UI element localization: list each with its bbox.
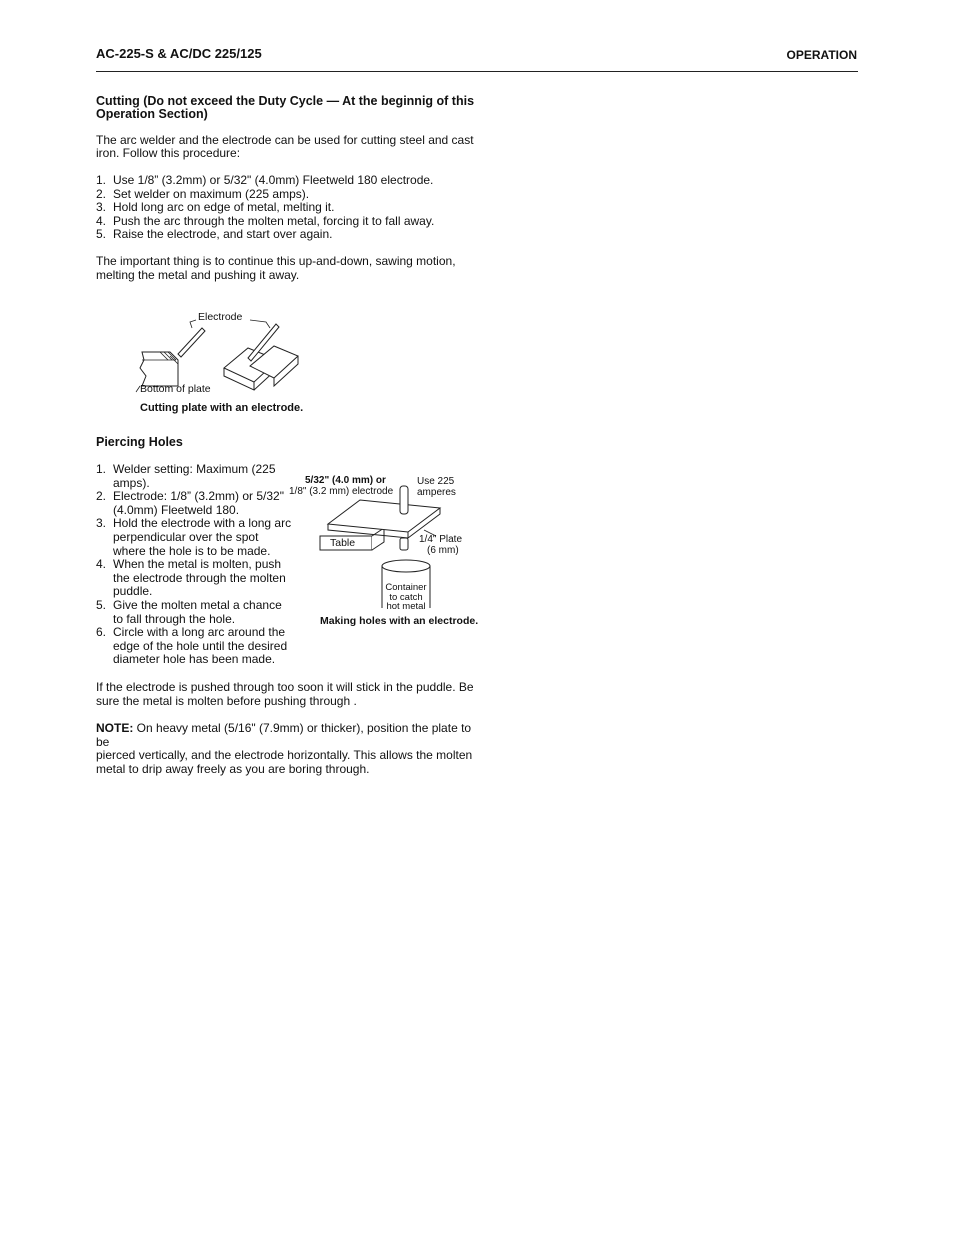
header-divider: [96, 71, 858, 72]
list-item: 2. Set welder on maximum (225 amps).: [96, 186, 310, 201]
cutting-intro: The arc welder and the electrode can be used for cutting steel and cast iron. Follow this procedure:: [96, 132, 474, 161]
piercing-heading: Piercing Holes: [96, 435, 183, 449]
list-item: 1. Welder setting: Maximum (225 amps).: [96, 462, 276, 490]
bottom-of-plate-label: Bottom of plate: [140, 383, 211, 395]
cutting-section: [96, 95, 476, 282]
piercing-steps-block: [96, 463, 296, 667]
document-title: AC-225-S & AC/DC 225/125: [96, 46, 262, 61]
list-item: 3. Hold the electrode with a long arc perpendicular over the spot where the hole is to be made.: [96, 516, 292, 558]
amperes-label: Use 225 amperes: [417, 476, 456, 498]
plate-label: 1/4" Plate (6 mm): [419, 534, 463, 556]
electrode-size-label-2: 1/8" (3.2 mm) electrode: [289, 486, 394, 497]
list-item: 1. Use 1/8” (3.2mm) or 5/32" (4.0mm) Fleetweld 180 electrode.: [96, 173, 434, 187]
list-item: 5. Give the molten metal a chance to fall through the hole.: [96, 597, 282, 626]
electrode-label: Electrode: [198, 311, 243, 323]
table-label: Table: [330, 537, 356, 549]
piercing-steps: [96, 463, 296, 667]
piercing-after: If the electrode is pushed through too soon it will stick in the puddle. Be sure the metal is molten before pushing through . NOTE: On heavy metal (5/16" (7.9mm) or thicker), position the plate to be pierced vertically, and the electrode horizontally. This allows the molten metal to drip away freely as you are boring through.: [96, 681, 486, 777]
cutting-steps: [96, 174, 476, 242]
list-item: 4. When the metal is molten, push the electrode through the molten puddle.: [96, 557, 286, 599]
list-item: 4. Push the arc through the molten metal, forcing it to fall away.: [96, 213, 435, 228]
list-item: 2. Electrode: 1/8” (3.2mm) or 5/32" (4.0mm) Fleetweld 180.: [96, 489, 284, 517]
list-item: 3. Hold long arc on edge of metal, melting it.: [96, 200, 335, 215]
piercing-figure-caption: Making holes with an electrode.: [320, 615, 479, 627]
electrode-size-label: 5/32" (4.0 mm) or: [305, 475, 386, 486]
container-label: Container to catch hot metal: [385, 582, 427, 612]
list-item: 6. Circle with a long arc around the edge of the hole until the desired diameter hole has been made.: [96, 625, 288, 667]
note-label: NOTE:: [96, 721, 134, 736]
piercing-figure: [288, 474, 483, 630]
cutting-closing: The important thing is to continue this up-and-down, sawing motion, melting the metal and pushing it away.: [96, 253, 456, 282]
section-title: OPERATION: [786, 48, 857, 62]
cutting-figure: [130, 308, 330, 420]
note-paragraph: NOTE: On heavy metal (5/16" (7.9mm) or thicker), position the plate to be pierced vertically, and the electrode horizontally. This allows the molten metal to drip away freely as you are boring through.: [96, 721, 473, 776]
list-item: 5. Raise the electrode, and start over again.: [96, 227, 333, 242]
cutting-heading: Cutting (Do not exceed the Duty Cycle — At the beginnig of this Operation Section): [96, 94, 475, 122]
cutting-figure-caption: Cutting plate with an electrode.: [140, 402, 304, 414]
